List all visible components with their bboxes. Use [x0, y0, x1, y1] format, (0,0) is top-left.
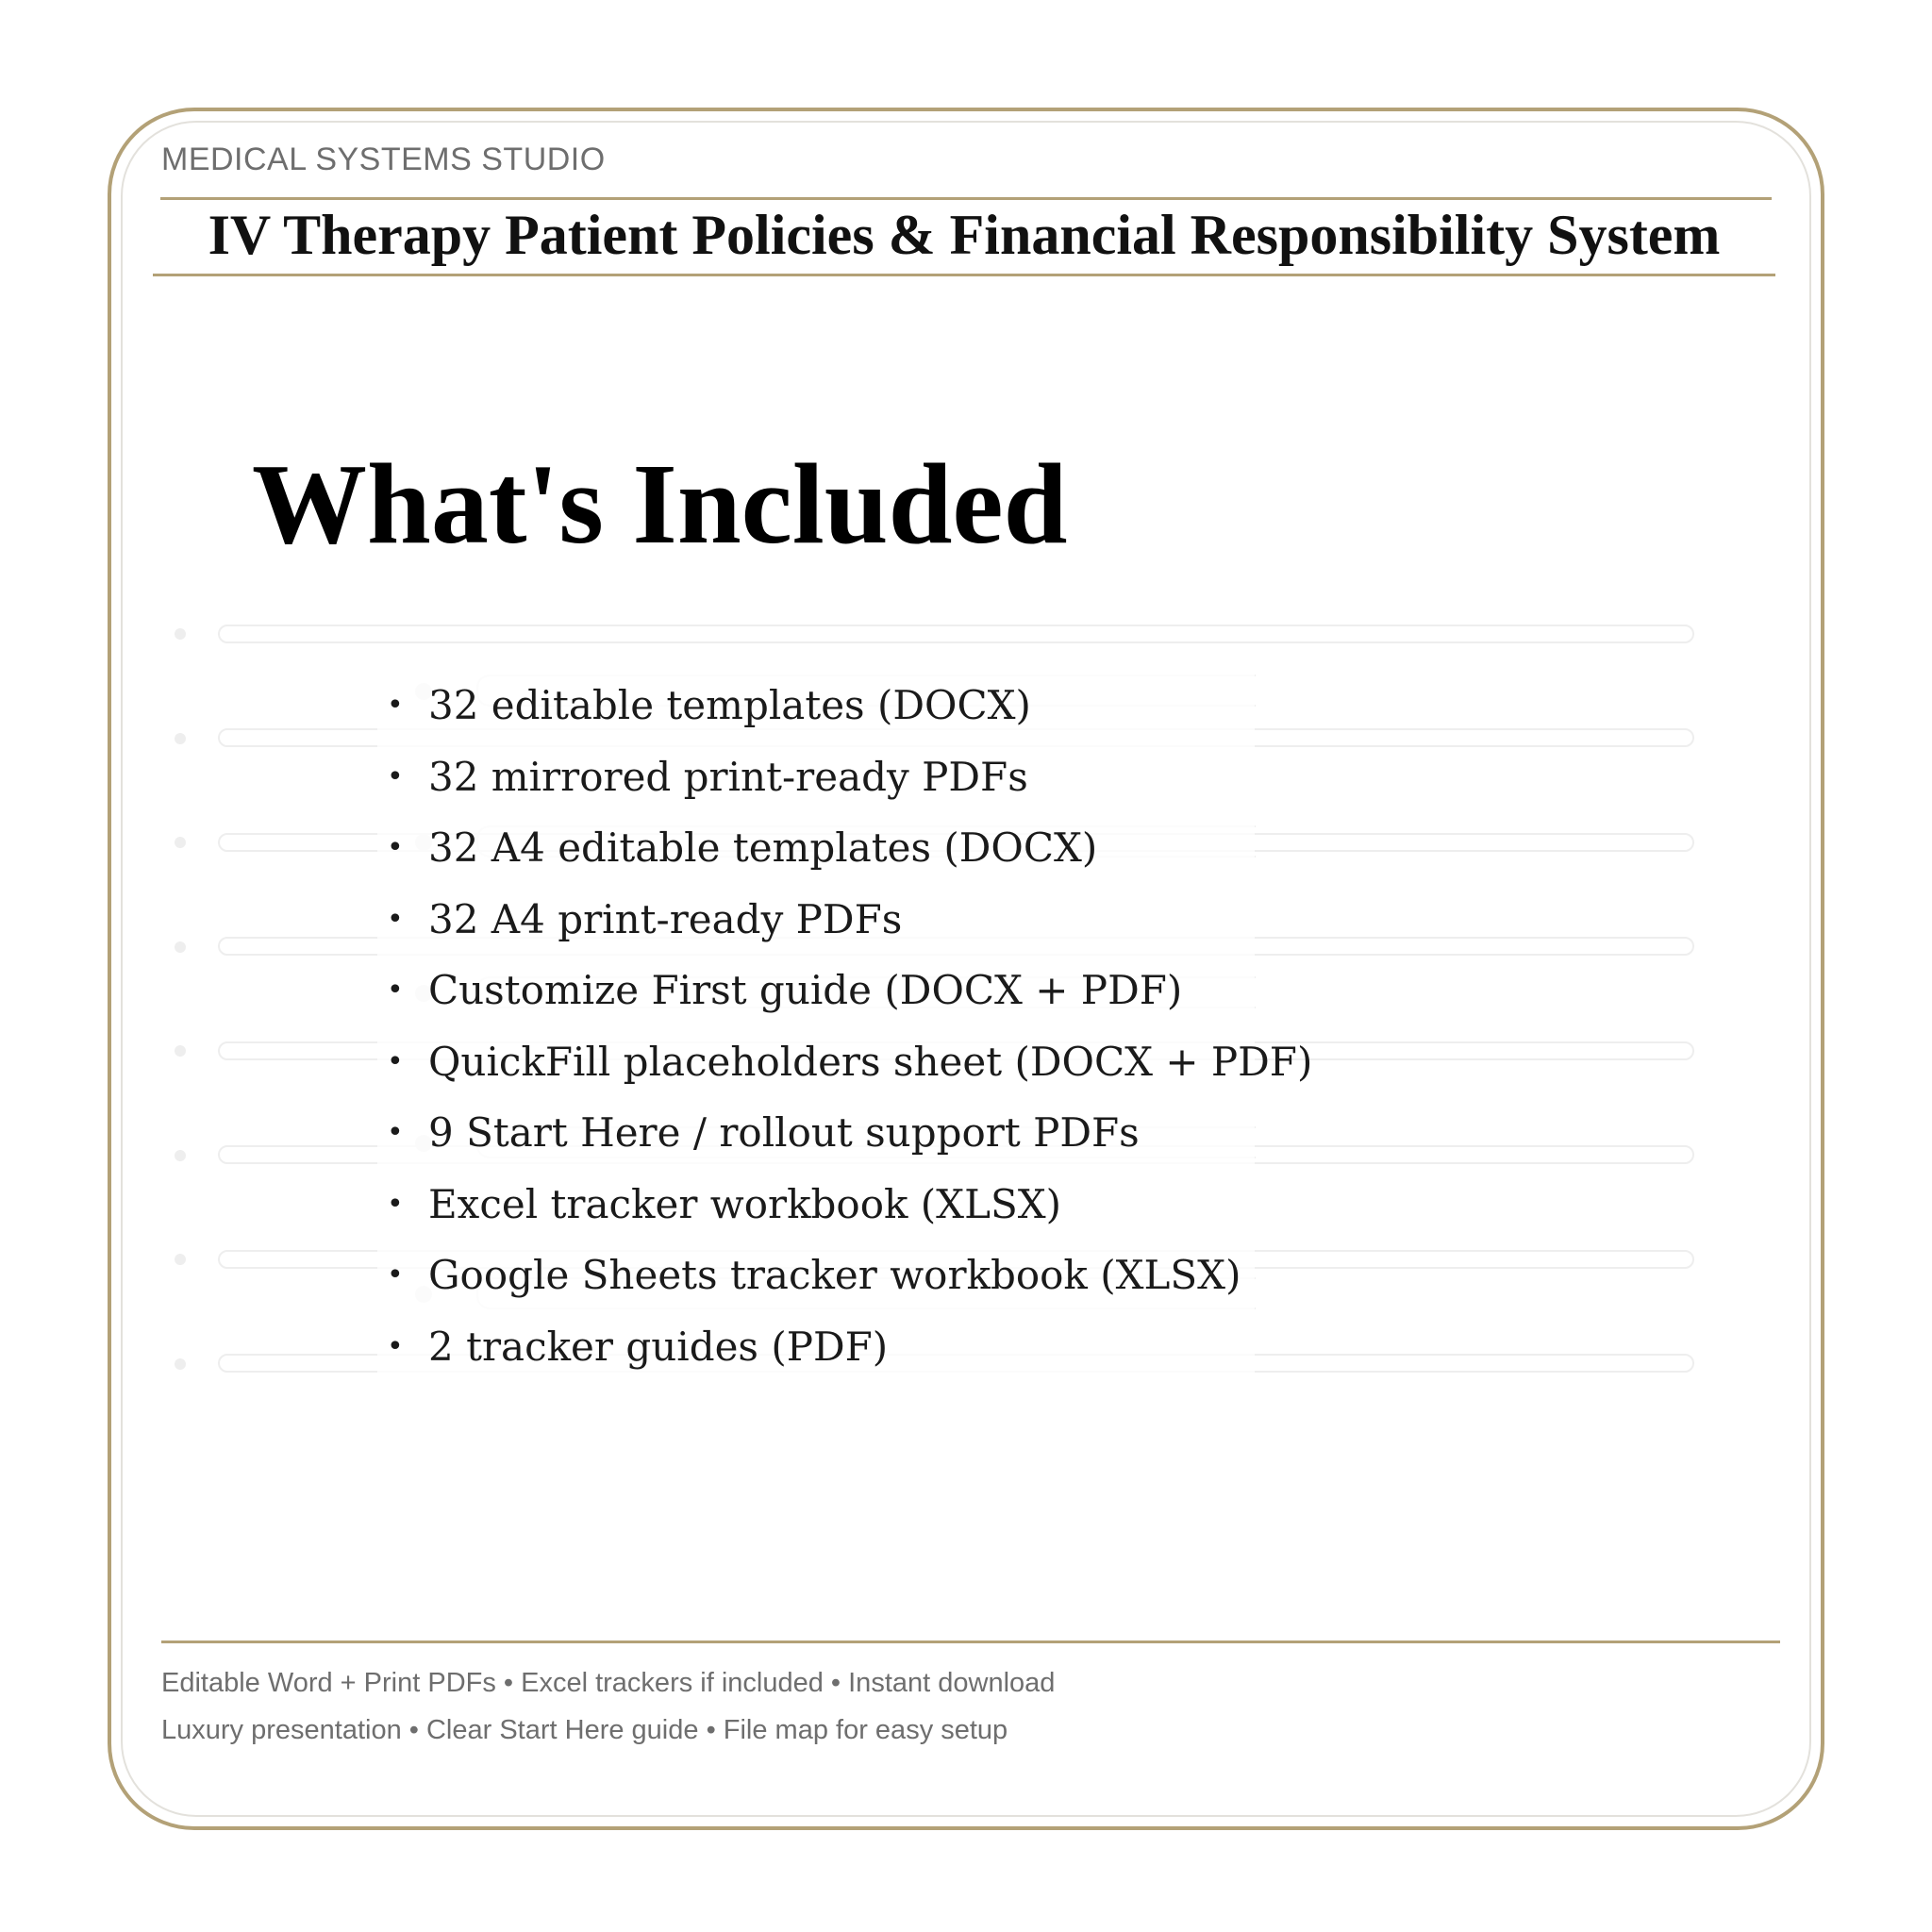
list-item-label: Excel tracker workbook (XLSX): [428, 1180, 1062, 1227]
ghost-dot: [175, 837, 186, 848]
bullet-icon: •: [387, 689, 404, 723]
ghost-dot: [175, 1045, 186, 1057]
list-item-label: 32 mirrored print-ready PDFs: [428, 753, 1028, 800]
footer-features-line-1: Editable Word + Print PDFs • Excel trackers if included • Instant download: [161, 1668, 1056, 1698]
list-item-label: 32 A4 editable templates (DOCX): [428, 824, 1098, 872]
bullet-icon: •: [387, 831, 404, 865]
list-item-label: QuickFill placeholders sheet (DOCX + PDF): [428, 1038, 1313, 1085]
bullet-icon: •: [387, 1329, 404, 1363]
list-item-label: Customize First guide (DOCX + PDF): [428, 967, 1183, 1014]
ghost-dot: [175, 628, 186, 640]
list-item: [387, 1169, 1312, 1241]
bullet-icon: •: [387, 1116, 404, 1150]
list-item: [387, 670, 1312, 741]
product-title: IV Therapy Patient Policies & Financial Responsibility System: [208, 204, 1721, 266]
brand-name: MEDICAL SYSTEMS STUDIO: [161, 142, 606, 177]
list-item-label: 32 editable templates (DOCX): [428, 682, 1031, 729]
ghost-dot: [175, 1150, 186, 1161]
list-item: [387, 955, 1312, 1026]
list-item-label: 9 Start Here / rollout support PDFs: [428, 1109, 1140, 1157]
list-item-label: Google Sheets tracker workbook (XLSX): [428, 1252, 1241, 1299]
list-item: [387, 741, 1312, 813]
bullet-icon: •: [387, 1044, 404, 1078]
bullet-icon: •: [387, 1258, 404, 1292]
bullet-icon: •: [387, 902, 404, 936]
bullet-icon: •: [387, 974, 404, 1008]
footer-rule: [161, 1641, 1780, 1643]
ghost-dot: [175, 733, 186, 744]
list-item: [387, 1097, 1312, 1169]
list-item: [387, 884, 1312, 956]
ghost-row: [218, 625, 1694, 643]
ghost-dot: [175, 1254, 186, 1265]
list-item-label: 32 A4 print-ready PDFs: [428, 895, 903, 942]
list-item: [387, 1311, 1312, 1383]
list-item-label: 2 tracker guides (PDF): [428, 1323, 889, 1370]
bullet-icon: •: [387, 759, 404, 793]
footer-features-line-2: Luxury presentation • Clear Start Here guide • File map for easy setup: [161, 1715, 1008, 1745]
list-item: [387, 812, 1312, 884]
header-rule-bottom: [153, 274, 1775, 276]
included-items-list: [387, 670, 1312, 1382]
ghost-dot: [175, 1358, 186, 1370]
bullet-icon: •: [387, 1187, 404, 1221]
list-item: [387, 1240, 1312, 1311]
section-title: What's Included: [252, 441, 1068, 568]
header-rule-top: [160, 197, 1772, 200]
list-item: [387, 1026, 1312, 1098]
ghost-dot: [175, 941, 186, 953]
